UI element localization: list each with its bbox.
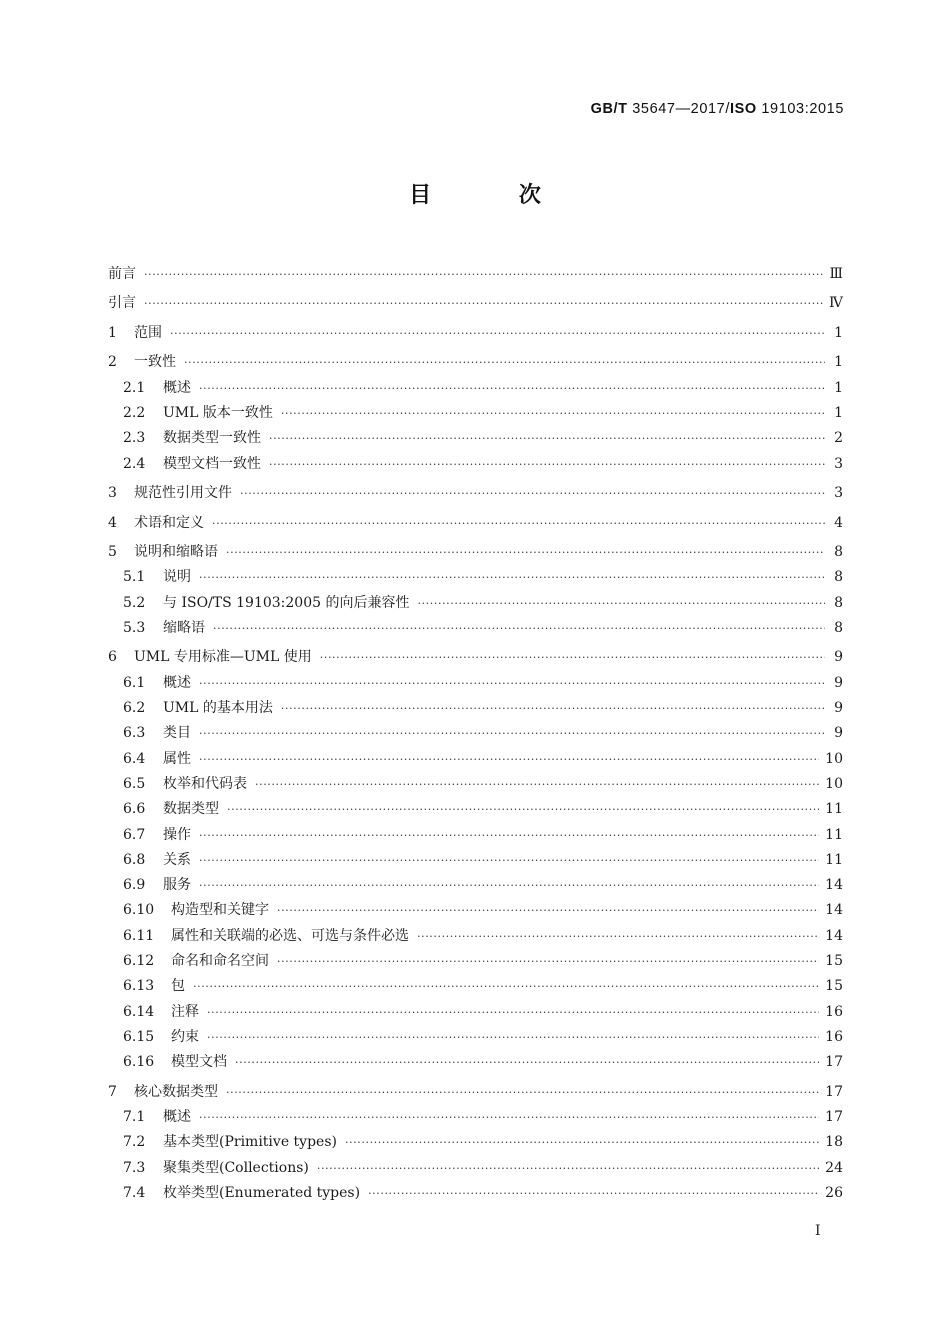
toc-entry-title: 关系 bbox=[163, 851, 191, 868]
toc-entry-page: 17 bbox=[825, 1054, 843, 1071]
toc-entry-number: 6.11 bbox=[123, 927, 155, 944]
toc-entry-page: 3 bbox=[834, 455, 843, 472]
toc-entry-number: 5.2 bbox=[123, 594, 146, 611]
toc-entry[interactable] bbox=[108, 291, 843, 316]
toc-entry-page: Ⅳ bbox=[829, 295, 843, 312]
toc-entry[interactable] bbox=[108, 696, 843, 721]
toc-entry-title: 范围 bbox=[134, 324, 162, 341]
toc-entry-page: 18 bbox=[825, 1134, 843, 1151]
toc-title: 目 次 bbox=[409, 183, 581, 208]
toc-entry-number: 2.1 bbox=[123, 379, 146, 396]
toc-entry[interactable] bbox=[108, 1181, 843, 1206]
toc-entry-number: 6.12 bbox=[123, 953, 155, 970]
toc-entry-number: 6 bbox=[108, 649, 117, 666]
toc-leader-dots bbox=[277, 949, 819, 974]
toc-leader-dots bbox=[277, 898, 819, 923]
toc-entry-title: 前言 bbox=[108, 266, 136, 282]
toc-entry[interactable] bbox=[108, 481, 843, 506]
toc-entry[interactable] bbox=[108, 747, 843, 772]
toc-entry-number: 6.14 bbox=[123, 1003, 155, 1020]
toc-entry-page: 26 bbox=[825, 1184, 843, 1201]
toc-entry[interactable] bbox=[108, 262, 843, 287]
toc-entry-title: 构造型和关键字 bbox=[171, 902, 269, 919]
toc-entry-title: 服务 bbox=[163, 877, 191, 894]
toc-entry-page: 10 bbox=[825, 775, 843, 792]
toc-entry[interactable] bbox=[108, 848, 843, 873]
toc-leader-dots bbox=[281, 696, 825, 721]
toc-entry-title: 术语和定义 bbox=[134, 514, 204, 531]
toc-entry-title: 概述 bbox=[163, 1109, 191, 1125]
toc-entry[interactable] bbox=[108, 1130, 843, 1155]
toc-entry-number: 6.13 bbox=[123, 978, 155, 995]
toc-leader-dots bbox=[281, 401, 825, 426]
toc-entry-number: 6.9 bbox=[123, 877, 146, 894]
toc-entry-title: UML 的基本用法 bbox=[163, 700, 273, 717]
toc-entry-number: 6.8 bbox=[123, 851, 146, 868]
toc-entry-title: 包 bbox=[171, 978, 185, 995]
toc-entry[interactable] bbox=[108, 974, 843, 999]
toc-entry-title: 与 ISO/TS 19103:2005 的向后兼容性 bbox=[163, 594, 410, 611]
toc-leader-dots bbox=[207, 1025, 819, 1050]
toc-leader-dots bbox=[227, 797, 819, 822]
toc-leader-dots bbox=[417, 591, 825, 616]
toc-entry-page: 1 bbox=[834, 405, 843, 422]
toc-leader-dots bbox=[193, 974, 819, 999]
toc-entry-page: 8 bbox=[834, 569, 843, 586]
page-number: I bbox=[815, 1223, 821, 1239]
toc-entry-page: 11 bbox=[825, 801, 843, 818]
toc-entry[interactable] bbox=[108, 1050, 843, 1075]
toc-entry[interactable] bbox=[108, 565, 843, 590]
toc-leader-dots bbox=[199, 376, 825, 401]
toc-entry-page: 2 bbox=[834, 430, 843, 447]
toc-entry[interactable] bbox=[108, 1000, 843, 1025]
toc-entry-title: 约束 bbox=[171, 1028, 199, 1045]
toc-entry-number: 6.6 bbox=[123, 801, 146, 818]
toc-entry-title: 模型文档一致性 bbox=[163, 455, 261, 472]
toc-leader-dots bbox=[199, 671, 825, 696]
toc-entry-number: 5.1 bbox=[123, 569, 146, 586]
toc-entry-title: UML 版本一致性 bbox=[163, 405, 273, 422]
toc-entry-title: 枚举类型(Enumerated types) bbox=[163, 1184, 361, 1201]
toc-entry-title: 概述 bbox=[163, 674, 191, 691]
toc-entry[interactable] bbox=[108, 949, 843, 974]
toc-entry-number: 7.3 bbox=[123, 1159, 146, 1176]
toc-leader-dots bbox=[320, 645, 825, 670]
toc-entry[interactable] bbox=[108, 797, 843, 822]
toc-entry-title: 命名和命名空间 bbox=[171, 953, 269, 970]
toc-leader-dots bbox=[417, 924, 819, 949]
toc-entry-page: 15 bbox=[825, 978, 843, 995]
toc-entry[interactable] bbox=[108, 591, 843, 616]
standard-header bbox=[591, 101, 844, 117]
standard-code: GB/T bbox=[590, 101, 628, 117]
toc-entry[interactable] bbox=[108, 401, 843, 426]
toc-entry-title: 操作 bbox=[163, 826, 191, 843]
iso-number: 19103:2015 bbox=[761, 101, 844, 117]
iso-code: ISO bbox=[729, 101, 757, 117]
toc-leader-dots bbox=[199, 823, 819, 848]
toc-leader-dots bbox=[269, 426, 825, 451]
toc-leader-dots bbox=[199, 873, 819, 898]
toc-entry-title: 聚集类型(Collections) bbox=[163, 1159, 309, 1176]
toc-entry-page: 9 bbox=[834, 649, 843, 666]
toc-entry-title: 模型文档 bbox=[171, 1054, 227, 1071]
toc-entry[interactable] bbox=[108, 540, 843, 565]
toc-entry[interactable] bbox=[108, 452, 843, 477]
toc-entry-page: 14 bbox=[825, 927, 843, 944]
toc-entry[interactable] bbox=[108, 645, 843, 670]
toc-entry[interactable] bbox=[108, 671, 843, 696]
toc-entry-title: UML 专用标准—UML 使用 bbox=[134, 649, 312, 666]
toc-entry-page: 16 bbox=[825, 1028, 843, 1045]
toc-leader-dots bbox=[368, 1181, 819, 1206]
toc-entry-page: 9 bbox=[834, 725, 843, 742]
toc-entry-number: 6.3 bbox=[123, 725, 146, 742]
toc-entry[interactable] bbox=[108, 873, 843, 898]
toc-entry-number: 6.1 bbox=[123, 674, 146, 691]
toc-entry-number: 7.1 bbox=[123, 1109, 146, 1125]
toc-leader-dots bbox=[199, 848, 819, 873]
toc-entry-title: 规范性引用文件 bbox=[134, 485, 232, 502]
toc-entry-page: 14 bbox=[825, 877, 843, 894]
toc-entry-number: 6.15 bbox=[123, 1028, 155, 1045]
toc-leader-dots bbox=[240, 481, 825, 506]
toc-entry-number: 7.4 bbox=[123, 1184, 146, 1201]
toc-entry-number: 7 bbox=[108, 1083, 117, 1100]
toc-entry-page: 10 bbox=[825, 750, 843, 767]
toc-entry-title: 类目 bbox=[163, 725, 191, 742]
toc-entry[interactable] bbox=[108, 898, 843, 923]
toc-entry-page: 8 bbox=[834, 544, 843, 561]
toc-entry[interactable] bbox=[108, 376, 843, 401]
toc-leader-dots bbox=[144, 291, 823, 316]
toc-entry-number: 6.16 bbox=[123, 1054, 155, 1071]
toc-entry-title: 注释 bbox=[171, 1003, 199, 1020]
toc-entry-title: 核心数据类型 bbox=[134, 1083, 218, 1100]
toc-entry-page: 4 bbox=[834, 514, 843, 531]
toc-entry-number: 4 bbox=[108, 514, 117, 531]
toc-entry-number: 3 bbox=[108, 485, 117, 502]
toc-entry-number: 5.3 bbox=[123, 619, 146, 636]
toc-entry[interactable] bbox=[108, 823, 843, 848]
toc-entry-number: 6.10 bbox=[123, 902, 155, 919]
toc-entry[interactable] bbox=[108, 924, 843, 949]
toc-leader-dots bbox=[226, 540, 825, 565]
toc-entry-page: 15 bbox=[825, 953, 843, 970]
toc-entry-number: 2.4 bbox=[123, 455, 146, 472]
toc-leader-dots bbox=[213, 616, 825, 641]
toc-entry-number: 6.2 bbox=[123, 700, 146, 717]
toc-entry[interactable] bbox=[108, 426, 843, 451]
toc-entry-number: 2 bbox=[108, 354, 117, 371]
toc-leader-dots bbox=[184, 350, 825, 375]
toc-entry[interactable] bbox=[108, 616, 843, 641]
toc-entry-title: 一致性 bbox=[134, 354, 176, 371]
toc-entry[interactable] bbox=[108, 772, 843, 797]
toc-entry-title: 说明和缩略语 bbox=[134, 544, 218, 561]
toc-entry-number: 2.3 bbox=[123, 430, 146, 447]
toc-entry-page: 9 bbox=[834, 700, 843, 717]
toc-entry[interactable] bbox=[108, 1156, 843, 1181]
toc-entry-title: 属性 bbox=[163, 750, 191, 767]
toc-entry-number: 6.5 bbox=[123, 775, 146, 792]
toc-entry-title: 数据类型一致性 bbox=[163, 430, 261, 447]
toc-entry-number: 6.4 bbox=[123, 750, 146, 767]
toc-entry-page: 16 bbox=[825, 1003, 843, 1020]
toc-entry-title: 枚举和代码表 bbox=[163, 775, 247, 792]
toc-entry-number: 6.7 bbox=[123, 826, 146, 843]
toc-entry-page: 24 bbox=[825, 1159, 843, 1176]
toc-entry-page: 9 bbox=[834, 674, 843, 691]
toc-leader-dots bbox=[199, 747, 819, 772]
toc-leader-dots bbox=[212, 511, 825, 536]
toc-leader-dots bbox=[199, 1105, 819, 1130]
toc-leader-dots bbox=[144, 262, 823, 287]
toc-leader-dots bbox=[317, 1156, 819, 1181]
toc-entry-number: 7.2 bbox=[123, 1134, 146, 1151]
toc-entry-page: 11 bbox=[825, 826, 843, 843]
toc-leader-dots bbox=[235, 1050, 819, 1075]
toc-entry-title: 属性和关联端的必选、可选与条件必选 bbox=[171, 927, 409, 944]
toc-entry-number: 1 bbox=[108, 324, 117, 341]
table-of-contents bbox=[108, 262, 843, 1206]
toc-entry-page: Ⅲ bbox=[829, 266, 843, 282]
toc-entry-page: 17 bbox=[825, 1109, 843, 1125]
toc-entry-page: 14 bbox=[825, 902, 843, 919]
toc-entry-page: 11 bbox=[825, 851, 843, 868]
toc-entry-page: 1 bbox=[834, 324, 843, 341]
toc-entry-title: 引言 bbox=[108, 295, 136, 312]
toc-entry-number: 2.2 bbox=[123, 405, 146, 422]
toc-entry-page: 8 bbox=[834, 594, 843, 611]
toc-entry-title: 基本类型(Primitive types) bbox=[163, 1134, 337, 1151]
toc-leader-dots bbox=[199, 721, 825, 746]
toc-entry[interactable] bbox=[108, 1025, 843, 1050]
toc-entry[interactable] bbox=[108, 721, 843, 746]
toc-leader-dots bbox=[255, 772, 819, 797]
toc-entry[interactable] bbox=[108, 321, 843, 346]
toc-leader-dots bbox=[345, 1130, 819, 1155]
toc-leader-dots bbox=[207, 1000, 819, 1025]
toc-entry-title: 说明 bbox=[163, 569, 191, 586]
toc-entry[interactable] bbox=[108, 511, 843, 536]
toc-entry-title: 数据类型 bbox=[163, 801, 219, 818]
toc-leader-dots bbox=[199, 565, 825, 590]
toc-entry[interactable] bbox=[108, 1080, 843, 1105]
toc-entry[interactable] bbox=[108, 1105, 843, 1130]
toc-entry-page: 8 bbox=[834, 619, 843, 636]
toc-entry-page: 3 bbox=[834, 485, 843, 502]
toc-entry-page: 1 bbox=[834, 379, 843, 396]
toc-entry-page: 1 bbox=[834, 354, 843, 371]
toc-leader-dots bbox=[269, 452, 825, 477]
toc-leader-dots bbox=[226, 1080, 819, 1105]
toc-entry[interactable] bbox=[108, 350, 843, 375]
standard-number: 35647—2017/ bbox=[632, 101, 730, 117]
toc-entry-title: 概述 bbox=[163, 379, 191, 396]
toc-entry-title: 缩略语 bbox=[163, 619, 205, 636]
toc-entry-number: 5 bbox=[108, 544, 117, 561]
toc-entry-page: 17 bbox=[825, 1083, 843, 1100]
toc-leader-dots bbox=[170, 321, 825, 346]
